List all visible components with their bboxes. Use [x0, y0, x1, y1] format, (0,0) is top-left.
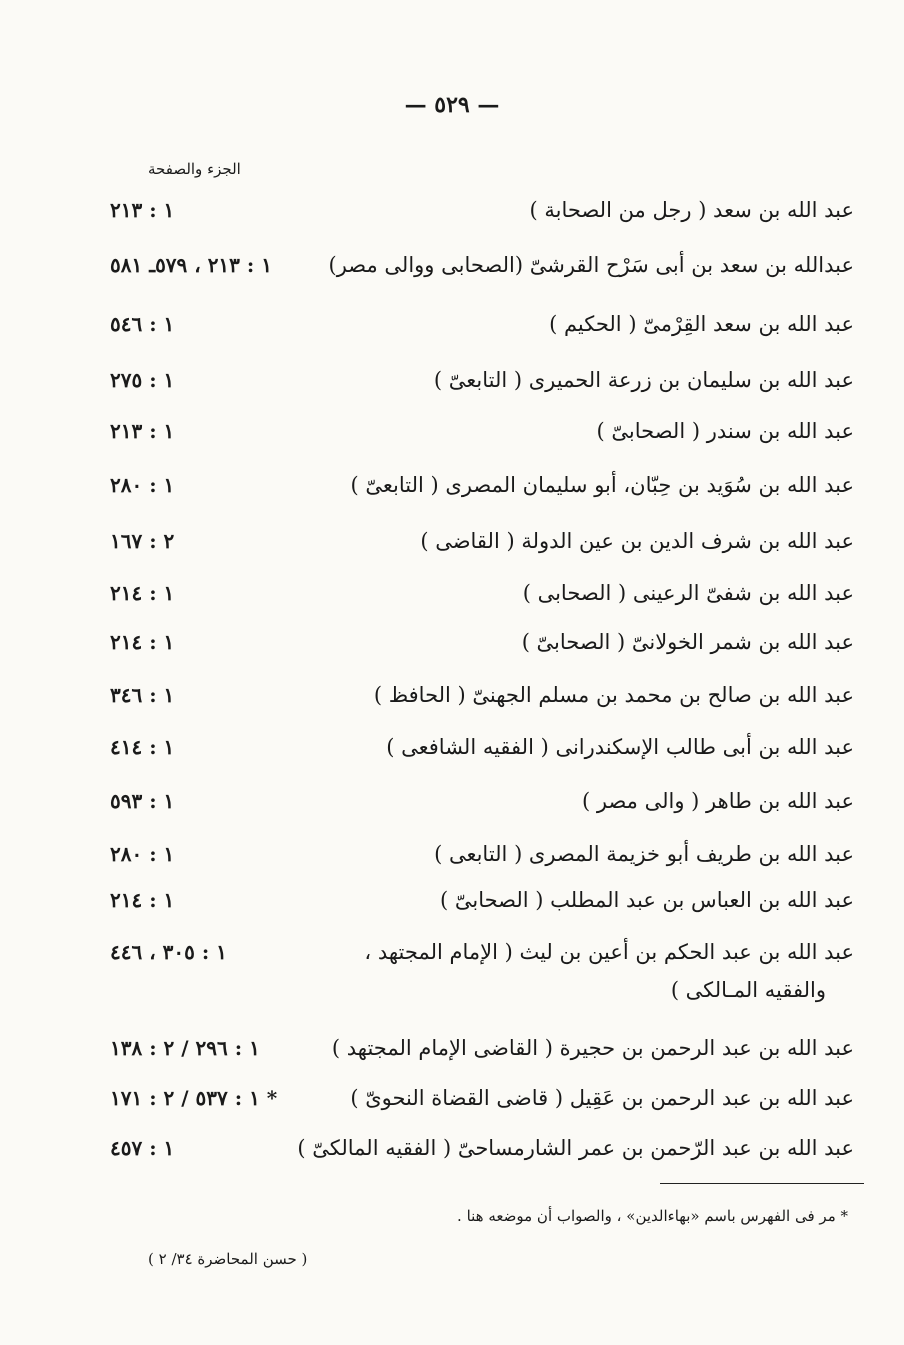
index-entry: [110, 411, 854, 451]
entry-reference: ١ : ٢٧٥: [110, 368, 175, 392]
index-entry: [110, 1128, 854, 1168]
index-entry: [110, 880, 854, 920]
entry-reference: ١ : ٤١٤: [110, 735, 175, 759]
entry-reference: ١ : ٣٠٥ ، ٤٤٦: [110, 940, 227, 964]
entry-name: عبد الله بن شرف الدين بن عين الدولة ( القاضى ): [420, 529, 854, 553]
entry-name: عبد الله بن صالح بن محمد بن مسلم الجهنىّ ( الحافظ ): [373, 683, 854, 707]
index-entry: [110, 360, 854, 400]
entry-reference: ١ : ٢١٣ ، ٥٧٩ـ ٥٨١: [110, 253, 272, 277]
entry-reference: ١ : ٢١٣: [110, 419, 175, 443]
source-note: ( حسن المحاضرة ٣٤/ ٢ ): [148, 1250, 308, 1268]
entry-reference: ٢ : ١٦٧: [110, 529, 175, 553]
index-entry: [110, 245, 854, 285]
entry-reference: ١ : ٥٤٦: [110, 312, 175, 336]
entry-name: عبد الله بن شمر الخولانىّ ( الصحابىّ ): [521, 630, 854, 654]
entry-reference: ١ : ٤٥٧: [110, 1136, 175, 1160]
index-entry: [110, 834, 854, 874]
entry-reference: ١ : ٢١٤: [110, 630, 175, 654]
footnote-divider: [660, 1183, 864, 1184]
column-header: الجزء والصفحة: [148, 160, 241, 178]
entry-reference: * ١ : ٥٣٧ / ٢ : ١٧١: [110, 1086, 278, 1110]
index-entry: [110, 727, 854, 767]
entry-reference: ١ : ٣٤٦: [110, 683, 175, 707]
entry-name: عبدالله بن سعد بن أبى سَرْح القرشىّ (الصحابى ووالى مصر): [328, 253, 854, 277]
entry-name: عبد الله بن سليمان بن زرعة الحميرى ( التابعىّ ): [433, 368, 854, 392]
index-entry: [110, 304, 854, 344]
index-entry: [110, 1028, 854, 1068]
index-entry: [110, 675, 854, 715]
entry-name: عبد الله بن شفىّ الرعينى ( الصحابى ): [522, 581, 854, 605]
entry-name: عبد الله بن عبد الرحمن بن عَقِيل ( قاضى القضاة النحوىّ ): [350, 1086, 854, 1110]
index-entry: [110, 622, 854, 662]
entry-name: عبد الله بن العباس بن عبد المطلب ( الصحابىّ ): [439, 888, 854, 912]
index-entry: [110, 1078, 854, 1118]
index-entry: [110, 573, 854, 613]
entry-reference: ١ : ٢٨٠: [110, 842, 175, 866]
entry-reference: ١ : ٢١٤: [110, 888, 175, 912]
entry-name: عبد الله بن عبد الرحمن بن حجيرة ( القاضى الإمام المجتهد ): [331, 1036, 854, 1060]
entry-name: عبد الله بن سعد ( رجل من الصحابة ): [529, 198, 854, 222]
entry-reference: ١ : ٥٩٣: [110, 789, 175, 813]
entry-reference: ١ : ٢٩٦ / ٢ : ١٣٨: [110, 1036, 260, 1060]
entry-name: عبد الله بن طريف أبو خزيمة المصرى ( التابعى ): [434, 842, 854, 866]
entry-name: عبد الله بن طاهر ( والى مصر ): [582, 789, 854, 813]
footnote: * مر فى الفهرس باسم «بهاءالدين» ، والصواب أن موضعه هنا .: [457, 1207, 848, 1225]
page-number: — ٥٢٩ —: [404, 92, 500, 118]
index-entry: [110, 932, 854, 972]
entry-name: عبد الله بن سُوَيد بن حِبّان، أبو سليمان المصرى ( التابعىّ ): [350, 473, 854, 497]
index-entry: [110, 465, 854, 505]
entry-name: عبد الله بن سعد القِرْمىّ ( الحكيم ): [549, 312, 854, 336]
index-entry: [110, 521, 854, 561]
index-entry: [110, 781, 854, 821]
entry-reference: ١ : ٢١٣: [110, 198, 175, 222]
entry-name: عبد الله بن سندر ( الصحابىّ ): [596, 419, 854, 443]
entry-continuation: والفقيه المـالكى ): [670, 978, 826, 1002]
entry-reference: ١ : ٢٨٠: [110, 473, 175, 497]
entry-name: عبد الله بن عبد الحكم بن أعين بن ليث ( الإمام المجتهد ،: [364, 940, 854, 964]
entry-reference: ١ : ٢١٤: [110, 581, 175, 605]
index-entry: [110, 190, 854, 230]
entry-name: عبد الله بن أبى طالب الإسكندرانى ( الفقيه الشافعى ): [386, 735, 854, 759]
entry-name: عبد الله بن عبد الرّحمن بن عمر الشارمساحىّ ( الفقيه المالكىّ ): [297, 1136, 854, 1160]
